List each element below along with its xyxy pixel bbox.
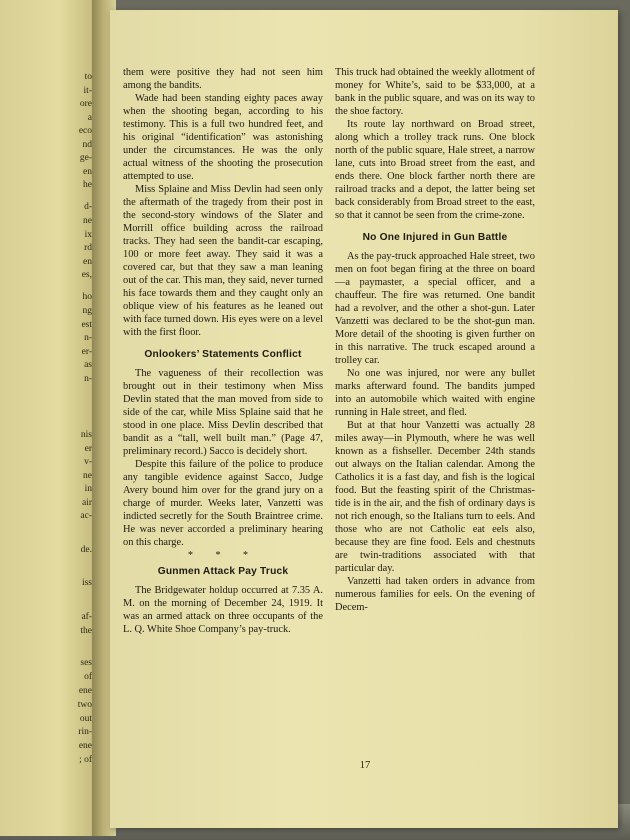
left-page-text-fragment: eco — [78, 126, 92, 136]
left-page-text-fragment: the — [80, 626, 92, 636]
paragraph: But at that hour Vanzetti was actually 28 miles away—in Plymouth, where he was well known as a fishseller. December 24th stands out always on the Italian calendar. Among the Catholics it is a fast day, and fish is the logical food. But the feasting spirit of the Christmas-tide is in the air, and the fish of ordinary days is not rich enough, so the Italians turn to eels. And those who are not Catholic eat eels also, because they are fine food. Eels and chestnuts are twin-traditions associated with that particular day. — [335, 420, 535, 574]
left-page-text-fragment: two — [77, 700, 92, 710]
left-page-text-fragment: n- — [84, 374, 92, 384]
left-page-text-fragment: air — [81, 498, 92, 508]
left-page-text-fragment: est — [81, 320, 92, 330]
section-heading: Onlookers’ Statements Conflict — [144, 349, 302, 360]
left-page-text-fragment: es, — [81, 270, 92, 280]
left-page-text-fragment: rd — [84, 243, 92, 253]
paragraph: Its route lay northward on Broad street, along which a trolley track runs. One block north of the public square, Hale street, a narrow lane, cuts into Broad street from the east, and ends there. One block farther north there are railroad tracks and a depot, the latter being set back considerably from Broad street to the east, so that it cannot be seen from the crime-zone. — [335, 119, 535, 221]
left-page-text-fragment: ne — [83, 216, 92, 226]
left-page-text-fragment: v- — [84, 457, 92, 467]
left-page-text-fragment: to — [84, 72, 92, 82]
left-page-text-fragment: in — [84, 484, 92, 494]
left-page-text-fragment: ho — [82, 292, 92, 302]
paragraph: No one was injured, nor were any bullet marks afterward found. The bandits jumped into an automobile which waited with engine running in Hale street, and fled. — [335, 368, 535, 418]
left-page-text-fragment: n- — [84, 333, 92, 343]
left-page-text-fragment: of — [84, 672, 92, 682]
paragraph: The vagueness of their recollection was brought out in their testimony when Miss Devlin stated that the man moved from side to side of the car, while Miss Splaine said that he stood in one place. Miss Devlin described that bandit as a “tall, well built man.” (Page 47, preliminary record.) Sacco is decidely short. — [123, 368, 323, 457]
left-page-text-fragment: en — [83, 257, 92, 267]
left-page-text-fragment: nis — [80, 430, 92, 440]
left-page-text-fragment: rin- — [78, 727, 92, 737]
left-page-text-fragment: ac- — [80, 511, 92, 521]
paragraph: This truck had obtained the weekly allotment of money for White’s, said to be $33,000, at a bank in the public square, and was on its way to the shoe factory. — [335, 67, 535, 117]
left-page-text-fragment: de. — [80, 545, 92, 555]
left-page-text-fragment: ene — [78, 686, 92, 696]
paragraph: Vanzetti had taken orders in advance from numerous families for eels. On the evening of Decem- — [335, 576, 535, 613]
left-page-text-fragment: it- — [83, 86, 92, 96]
right-page — [110, 10, 618, 828]
left-page-text-fragment: a — [87, 113, 92, 123]
left-page-text-fragment: ore — [79, 99, 92, 109]
column-right — [335, 66, 535, 614]
left-page-text-fragment: nd — [82, 140, 92, 150]
left-page-text-fragment: ses — [80, 658, 92, 668]
page-number: 17 — [359, 760, 371, 771]
left-page-text-fragment: ix — [84, 230, 92, 240]
left-page-text-fragment: af- — [81, 612, 92, 622]
left-page-text-fragment: as — [84, 360, 92, 370]
section-divider: * * * — [188, 550, 258, 561]
left-page-text-fragment: ne — [83, 471, 92, 481]
left-page-text-fragment: ; of — [79, 755, 92, 765]
left-page-text-fragment: out — [79, 714, 92, 724]
paragraph: As the pay-truck approached Hale street, two men on foot began firing at the three on board—a paymaster, a special officer, and a chauffeur. The fire was returned. One bandit had a revolver, and the other a shot-gun. Later Vanzetti was declared to be the shot-gun man. More detail of the shooting is given further on in this narrative. The truck escaped around a trolley car. — [335, 251, 535, 366]
left-page-text-fragment: ng — [82, 306, 92, 316]
paragraph: The Bridgewater holdup occurred at 7.35 A. M. on the morning of December 24, 1919. It was an armed attack on three occupants of the L. Q. White Shoe Company’s pay-truck. — [123, 585, 323, 635]
paragraph: Despite this failure of the police to produce any tangible evidence against Sacco, Judge Avery bound him over for the grand jury on a charge of murder. Weeks later, Vanzetti was indicted secretly for the South Braintree crime. He was never accorded a preliminary hearing on this charge. — [123, 459, 323, 548]
paragraph: Miss Splaine and Miss Devlin had seen only the aftermath of the tragedy from their post in the second-story windows of the Slater and Morrill office building across the railroad tracks. They had seen the bandit-car escaping, 100 or more feet away. They said it was a covered car, but that they saw a man leaning out of the car. This man, they said, never turned his face towards them and they caught only an oblique view of his features as he leaned out with face turned down. His eyes were on a level with the first floor. — [123, 184, 323, 338]
left-page-text-fragment: er- — [81, 347, 92, 357]
left-page-text-fragment: ene — [78, 741, 92, 751]
left-page-text-fragment: ge- — [79, 153, 92, 163]
left-page-text-fragment: en — [83, 167, 92, 177]
left-page-text-fragment: er — [84, 444, 92, 454]
paragraph: them were positive they had not seen him among the bandits. — [123, 67, 323, 91]
left-page-text-fragment: d- — [84, 202, 92, 212]
paragraph: Wade had been standing eighty paces away when the shooting began, according to his testimony. This is a full two hundred feet, and his original “identification” was astonishing under the circumstances. He was the only actual witness of the shooting the prosecution attempted to use. — [123, 93, 323, 182]
left-page-text-fragment: he — [83, 180, 92, 190]
section-heading: No One Injured in Gun Battle — [362, 232, 508, 243]
section-heading: Gunmen Attack Pay Truck — [157, 566, 289, 577]
left-page — [0, 0, 98, 836]
column-left — [123, 66, 323, 636]
left-page-text-fragment: iss — [81, 578, 92, 588]
